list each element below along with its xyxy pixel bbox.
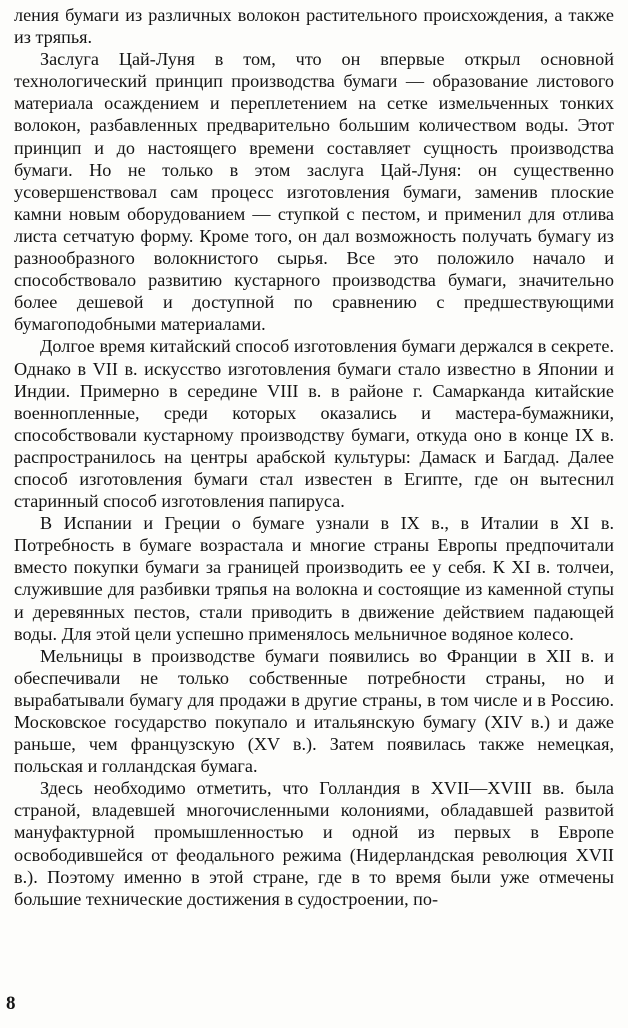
paragraph-spain-greece: В Испании и Греции о бумаге узнали в IX в., в Италии в XI в. Потребность в бумаге возрастала и многие страны Европы предпочитали вместо покупки бумаги за границей производить ее у себя. К XI в. толчеи, служившие для разбивки тряпья на волокна и состоящие из каменной ступы и деревянных пестов, стали приводить в движение действием падающей воды. Для этой цели успешно применялось мельничное водяное колесо. [14, 513, 614, 644]
paragraph-continuation: ления бумаги из различных волокон растительного происхождения, а также из тряпья. [14, 5, 614, 48]
paragraph-chinese-method: Долгое время китайский способ изготовления бумаги держался в секрете. Однако в VII в. искусство изготовления бумаги стало известно в Японии и Индии. Примерно в середине VIII в. в районе г. Самарканда китайские военнопленные, среди которых оказались и мастера-бумажники, способствовали кустарному производству бумаги, откуда оно в конце IX в. распространилось на центры арабской культуры: Дамаск и Багдад. Далее способ изготовления бумаги стал известен в Египте, где он вытеснил старинный способ изготовления папируса. [14, 336, 614, 512]
paragraph-tsai-lun: Заслуга Цай-Луня в том, что он впервые открыл основной технологический принцип производства бумаги — образование листового материала осаждением и переплетением на сетке измельченных тонких волокон, разбавленных предварительно большим количеством воды. Этот принцип и до настоящего времени составляет сущность производства бумаги. Но не только в этом заслуга Цай-Луня: он существенно усовершенствовал сам процесс изготовления бумаги, заменив плоские камни новым оборудованием — ступкой с пестом, и применил для отлива листа сетчатую форму. Кроме того, он дал возможность получать бумагу из разнообразного волокнистого сырья. Все это положило начало и способствовало развитию кустарного производства бумаги, значительно более дешевой и доступной по сравнению с предшествующими бумагоподобными материалами. [14, 49, 614, 335]
paragraph-mills: Мельницы в производстве бумаги появились во Франции в XII в. и обеспечивали не только собственные потребности страны, но и вырабатывали бумагу для продажи в другие страны, в том числе и в Россию. Московское государство покупало и итальянскую бумагу (XIV в.) и даже раньше, чем французскую (XV в.). Затем появилась также немецкая, польская и голландская бумага. [14, 645, 614, 777]
paragraph-holland: Здесь необходимо отметить, что Голландия в XVII—XVIII вв. была страной, владевшей многочисленными колониями, обладавшей развитой мануфактурной промышленностью и одной из первых в Европе освободившейся от феодального режима (Нидерландская революция XVII в.). Поэтому именно в этой стране, где в то время были уже отмечены большие технические достижения в судостроении, по- [14, 778, 614, 909]
page-number: 8 [6, 993, 16, 1014]
body-text [14, 4, 614, 910]
